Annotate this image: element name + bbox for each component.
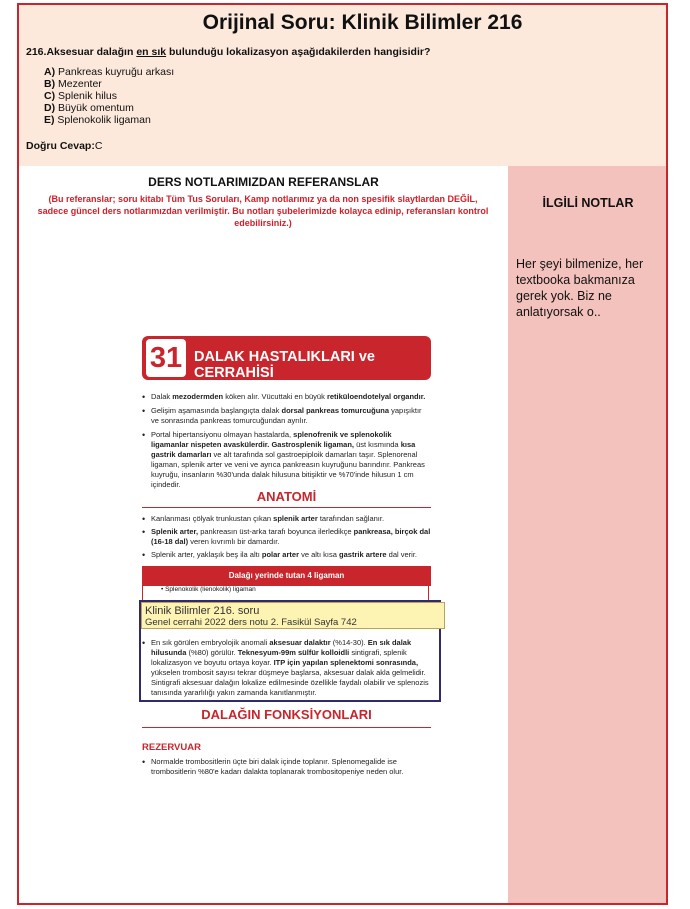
chapter-number: 31: [146, 339, 186, 377]
question-text: [26, 46, 430, 58]
anatomy-rule: [142, 507, 431, 508]
related-notes-panel: [508, 166, 668, 905]
option-d: D) Büyük omentum: [44, 102, 134, 114]
question-part-2: bulunduğu lokalizasyon aşağıdakilerden hangisidir?: [166, 46, 431, 58]
anatomy-bullet-1: • Kanlanması çölyak trunkustan çıkan splenik arter tarafından sağlanır.: [151, 514, 431, 524]
ligament-box-list: • Splenokolik (lienokolik) ligaman: [142, 586, 429, 603]
question-number: 216.: [26, 46, 47, 58]
function-rule: [142, 727, 431, 728]
accessory-spleen-bullet: • En sık görülen embryolojik anomali aksesuar dalaktır (%14-30). En sık dalak hilusunda (%80) görülür. Teknesyum-99m sülfür kolloidli sintigrafi, splenik lokalizasyon ve boyutu ortaya koyar. ITP için yapılan splenektomi sonrasında, yükselen trombosit sayısı tekrar düşmeye başlarsa, aksesuar dalak akla gelmelidir. Sintigrafi aksesuar dalağın lokalize edilmesinde özellikle faydalı olabilir ve splenozis tanısında yararlılığı yakın zamanda kanıtlanmıştır.: [151, 638, 429, 698]
references-note: (Bu referanslar; soru kitabı Tüm Tus Soruları, Kamp notlarımız ya da non spesifik slaytlardan DEĞİL, sadece güncel ders notlarımızdan verilmiştir. Bu notları şubelerimizde kolayca edinip, referansları kontrol edebilirsiniz.): [37, 194, 489, 228]
rezervuar-bullet: • Normalde trombositlerin üçte biri dalak içinde toplanır. Splenomegalide ise trombositlerin %80'e kadarı dalakta toplanarak trombositopeniye neden olur.: [151, 757, 431, 777]
references-title: DERS NOTLARIMIZDAN REFERANSLAR: [148, 175, 379, 189]
option-b: B) Mezenter: [44, 78, 102, 90]
intro-bullet-1: • Dalak mezodermden köken alır. Vücuttaki en büyük retiküloendotelyal organdır.: [151, 392, 431, 402]
rezervuar-heading: REZERVUAR: [142, 742, 201, 753]
correct-answer: [26, 140, 102, 152]
intro-bullet-2: • Gelişim aşamasında başlangıçta dalak dorsal pankreas tomurcuğuna yapışıktır ve sonrasında pankreas tomurcuğundan ayrılır.: [151, 406, 431, 426]
textbook-page: [139, 332, 434, 782]
question-panel: [19, 5, 666, 166]
option-c: C) Splenik hilus: [44, 90, 117, 102]
function-heading: DALAĞIN FONKSİYONLARI: [201, 707, 372, 722]
option-a: A) Pankreas kuyruğu arkası: [44, 66, 175, 78]
question-underlined: en sık: [136, 46, 167, 58]
related-notes-text: Her şeyi bilmenize, her textbooka bakmanıza gerek yok. Biz ne anlatıyorsak o..: [516, 257, 644, 319]
option-e: E) Splenokolik ligaman: [44, 114, 151, 126]
anatomy-bullet-3: • Splenik arter, yaklaşık beş ila altı polar arter ve altı kısa gastrik artere dal verir.: [151, 550, 431, 560]
ligament-box-title: Dalağı yerinde tutan 4 ligaman: [142, 566, 431, 586]
highlight-label-line-1: Klinik Bilimler 216. soru: [145, 605, 260, 617]
page-title: Orijinal Soru: Klinik Bilimler 216: [202, 11, 523, 34]
options-list: [44, 66, 174, 126]
answer-label: Doğru Cevap:: [26, 140, 95, 152]
highlight-label: [141, 602, 445, 629]
chapter-banner: [142, 336, 431, 380]
document-frame: [17, 3, 668, 905]
intro-bullet-3: • Portal hipertansiyonu olmayan hastalarda, splenofrenik ve splenokolik ligamanlar nispeten avaskülerdir. Gastrosplenik ligaman, üst kısmında kısa gastrik damarları ve alt tarafında sol gastroepiploik damarları taşır. Splenorenal ligaman, splenik arter ve veni ve ayrıca pankreasın kuyruğunu barındırır. Pankreas kuyruğu, insanların %30'unda dalak hilusuna bitişiktir ve %70'inde hilusun 1 cm içindedir.: [151, 430, 431, 490]
anatomy-heading: ANATOMİ: [256, 489, 317, 504]
related-notes-title: İLGİLİ NOTLAR: [542, 196, 634, 210]
chapter-title: DALAK HASTALIKLARI ve CERRAHİSİ: [194, 349, 375, 381]
question-part-1: Aksesuar dalağın: [46, 46, 137, 58]
highlight-label-line-2: Genel cerrahi 2022 ders notu 2. Fasikül Sayfa 742: [145, 617, 357, 628]
anatomy-bullet-2: • Splenik arter, pankreasın üst-arka tarafı boyunca ilerledikçe pankreasa, birçok dal (16-18 dal) veren kıvrımlı bir damardır.: [151, 527, 431, 547]
answer-value: C: [94, 140, 103, 152]
